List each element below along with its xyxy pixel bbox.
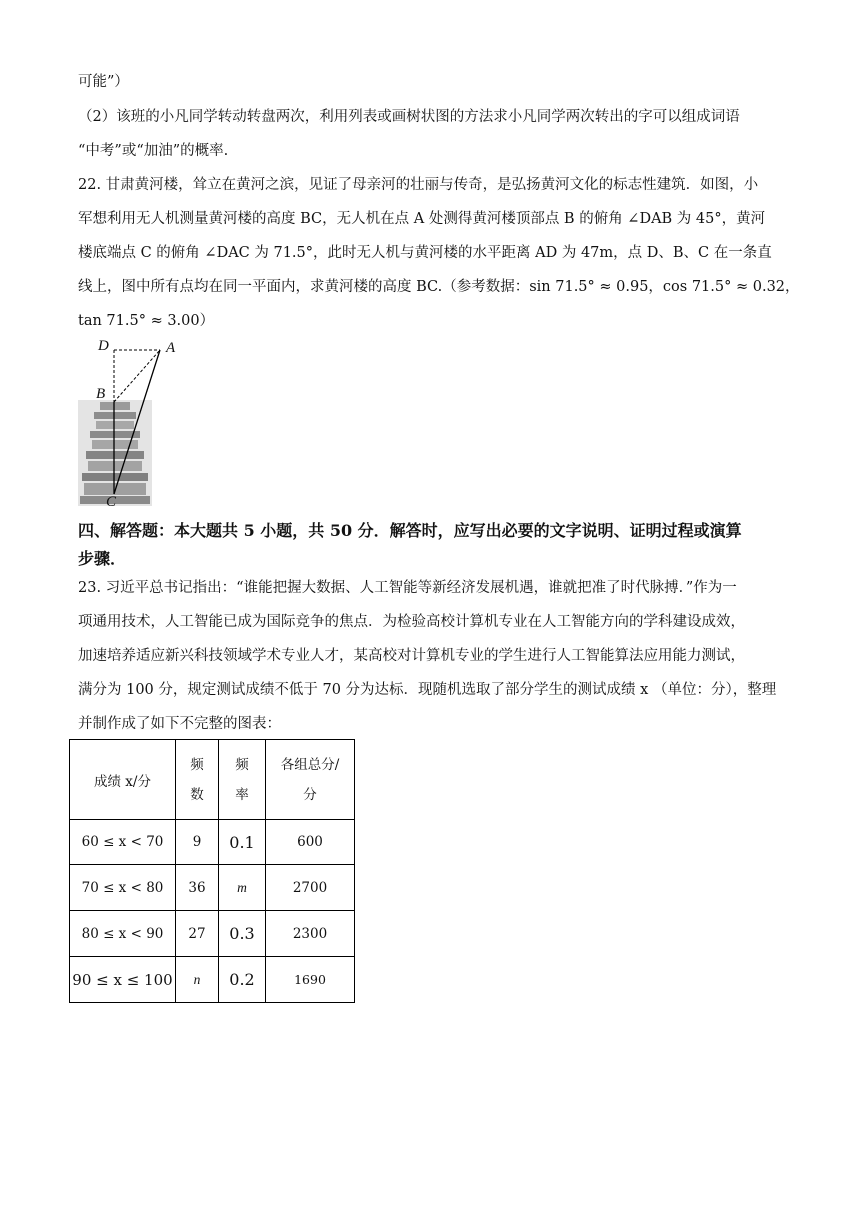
section-4-heading: 四、解答题：本大题共 5 小题，共 50 分．解答时，应写出必要的文字说明、证明过程或演算 [78, 521, 742, 540]
cell-count: 36 [176, 865, 219, 911]
question-22-line-3: 楼底端点 C 的俯角 ∠DAC 为 71.5°，此时无人机与黄河楼的水平距离 AD 为 47m，点 D、B、C 在一条直 [78, 245, 772, 261]
question-22-line-1: 22. 甘肃黄河楼，耸立在黄河之滨，见证了母亲河的壮丽与传奇，是弘扬黄河文化的标志性建筑．如图，小 [78, 177, 759, 193]
header-score: 成绩 x/分 [70, 740, 176, 820]
line-ab [114, 350, 160, 402]
table-row [70, 820, 355, 865]
cell-range: 70 ≤ x < 80 [70, 865, 176, 911]
question-22-line-5: tan 71.5° ≈ 3.00） [78, 313, 215, 329]
table-row [70, 865, 355, 911]
cell-rate: 0.1 [219, 820, 266, 865]
text-line: “中考”或“加油”的概率. [78, 143, 229, 159]
question-23-line-3: 加速培养适应新兴科技领域学术专业人才，某高校对计算机专业的学生进行人工智能算法应用能力测试， [78, 648, 745, 664]
text-line: 可能”） [78, 74, 129, 90]
point-b-label: B [96, 386, 106, 402]
question-23-line-2: 项通用技术，人工智能已成为国际竞争的焦点．为检验高校计算机专业在人工智能方向的学科建设成效， [78, 614, 745, 630]
table-row [70, 911, 355, 957]
header-frequency-rate: 频 率 [219, 740, 266, 820]
score-table [69, 739, 355, 1003]
question-22-line-2: 军想利用无人机测量黄河楼的高度 BC，无人机在点 A 处测得黄河楼顶部点 B 的俯角 ∠DAB 为 45°，黄河 [78, 211, 766, 227]
point-a-label: A [166, 340, 176, 356]
question-23-line-4: 满分为 100 分，规定测试成绩不低于 70 分为达标．现随机选取了部分学生的测试成绩 x （单位：分），整理 [78, 682, 777, 698]
question-23-line-5: 并制作成了如下不完整的图表： [78, 716, 281, 732]
question-22-line-4: 线上，图中所有点均在同一平面内，求黄河楼的高度 BC.（参考数据：sin 71.5° ≈ 0.95，cos 71.5° ≈ 0.32， [78, 279, 800, 295]
cell-total: 2300 [266, 911, 355, 957]
cell-total: 1690 [266, 957, 355, 1003]
question-23-line-1: 23. 习近平总书记指出：“谁能把握大数据、人工智能等新经济发展机遇，谁就把准了时代脉搏．”作为一 [78, 580, 737, 596]
table-header-row [70, 740, 355, 820]
cell-range: 90 ≤ x ≤ 100 [70, 957, 176, 1003]
header-frequency-count: 频 数 [176, 740, 219, 820]
table-row [70, 957, 355, 1003]
point-c-label: C [106, 494, 117, 510]
header-group-total: 各组总分/ 分 [266, 740, 355, 820]
section-4-heading-cont: 步骤． [78, 549, 127, 568]
tower-diagram [74, 336, 204, 512]
cell-count: 9 [176, 820, 219, 865]
cell-total: 600 [266, 820, 355, 865]
cell-rate: 0.2 [219, 957, 266, 1003]
question-21-part-2: （2）该班的小凡同学转动转盘两次，利用列表或画树状图的方法求小凡同学两次转出的字可以组成词语 [78, 109, 740, 125]
point-d-label: D [98, 338, 109, 354]
tower-diagram-svg [74, 336, 204, 512]
cell-total: 2700 [266, 865, 355, 911]
cell-count: 27 [176, 911, 219, 957]
cell-range: 80 ≤ x < 90 [70, 911, 176, 957]
cell-rate: m [219, 865, 266, 911]
cell-range: 60 ≤ x < 70 [70, 820, 176, 865]
cell-rate: 0.3 [219, 911, 266, 957]
cell-count: n [176, 957, 219, 1003]
